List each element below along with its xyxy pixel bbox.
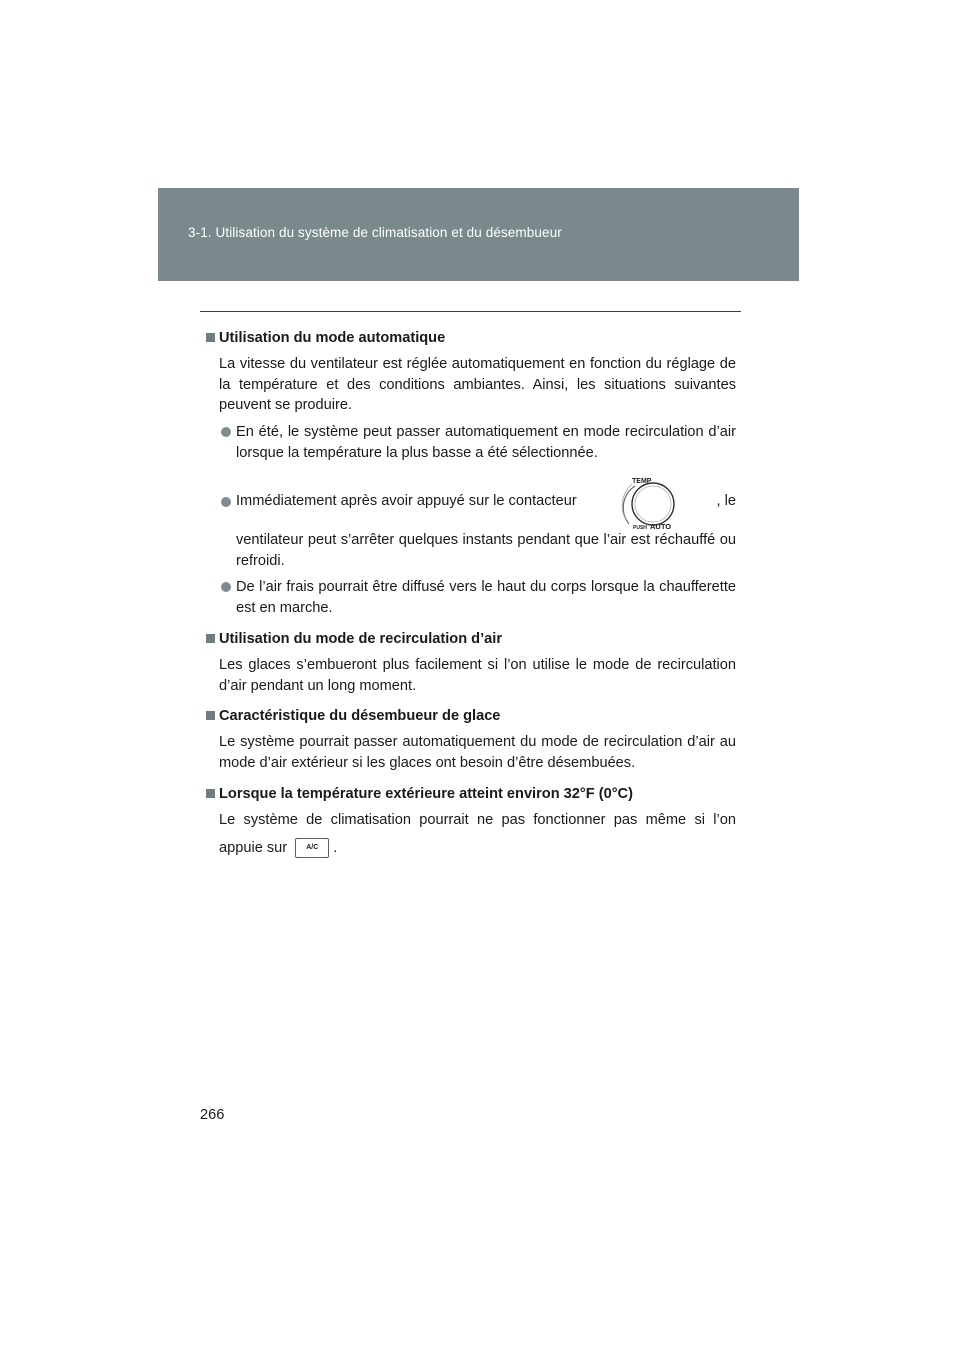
section-auto-mode — [205, 328, 736, 619]
knob-auto-label: AUTO — [649, 521, 671, 530]
section-defogger — [205, 706, 736, 773]
section-text: Les glaces s’embueront plus facilement si l’on utilise le mode de recirculation d’air pendant un long moment. — [219, 656, 736, 694]
section-recirculation — [205, 629, 736, 696]
bullet-dot-icon — [221, 427, 231, 437]
divider-rule — [200, 311, 741, 312]
bullet-dot-icon — [221, 582, 231, 592]
content — [205, 328, 736, 859]
section-heading: Utilisation du mode de recirculation d’air — [205, 629, 736, 650]
section-text: Le système pourrait passer automatiquement du mode de recirculation d’air au mode d’air extérieur si les glaces ont besoin d’être désembuées. — [219, 734, 736, 771]
bullet-dot-icon — [221, 497, 231, 507]
section-title: 3-1. Utilisation du système de climatisation et du désembueur — [188, 225, 562, 240]
header-band — [158, 188, 799, 281]
square-marker-icon — [206, 333, 215, 342]
temp-auto-knob-icon — [617, 474, 677, 530]
bullet-text-rest: ventilateur peut s’arrêter quelques instants pendant que l’air est réchauffé ou refroidi. — [236, 531, 736, 569]
square-marker-icon — [206, 711, 215, 720]
knob-temp-label: TEMP — [631, 477, 652, 485]
bullet-text-start: Immédiatement après avoir appuyé sur le contacteur — [236, 493, 577, 510]
square-marker-icon — [206, 634, 215, 643]
page-number: 266 — [200, 1107, 225, 1123]
section-heading: Utilisation du mode automatique — [205, 328, 736, 349]
section-low-temperature — [205, 784, 736, 859]
section-heading: Lorsque la température extérieure atteint environ 32°F (0°C) — [205, 784, 736, 805]
bullet-item — [205, 474, 736, 572]
section-text-end: appuie sur A/C . — [205, 838, 736, 859]
knob-push-label: PUSH — [632, 524, 647, 530]
bullet-text-after-knob: , le — [716, 493, 736, 510]
square-marker-icon — [206, 789, 215, 798]
section-heading: Caractéristique du désembueur de glace — [205, 706, 736, 727]
ac-button-icon: A/C — [295, 838, 329, 858]
bullet-item: En été, le système peut passer automatiquement en mode recirculation d’air lorsque la température la plus basse a été sélectionnée. — [205, 422, 736, 464]
bullet-item: De l’air frais pourrait être diffusé vers le haut du corps lorsque la chaufferette est en marche. — [205, 577, 736, 619]
section-text: La vitesse du ventilateur est réglée automatiquement en fonction du réglage de la température et des conditions ambiantes. Ainsi, les situations suivantes peuvent se produire. — [219, 355, 736, 414]
section-text: Le système de climatisation pourrait ne pas fonctionner pas même si l’on — [219, 811, 736, 828]
